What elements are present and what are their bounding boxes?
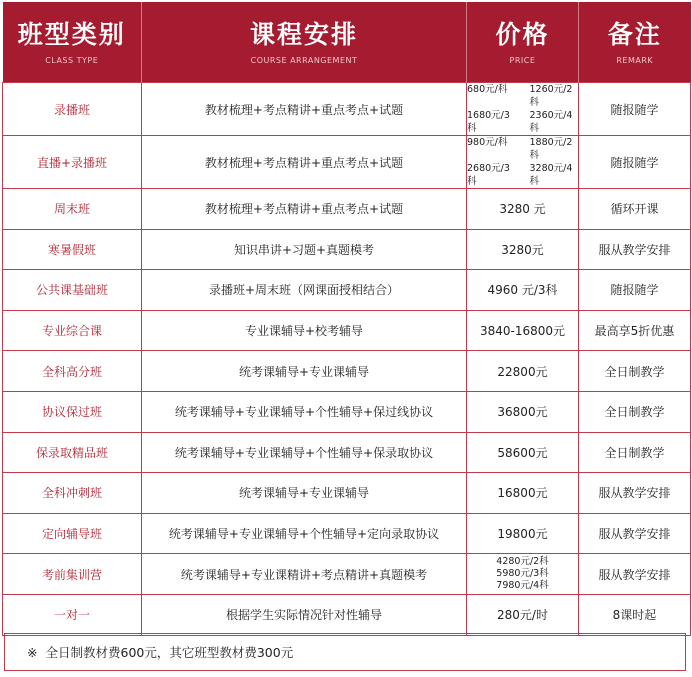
class-type-cell: 全科冲刺班 <box>3 473 142 514</box>
table-row <box>3 270 691 311</box>
class-type-cell: 专业综合课 <box>3 310 142 351</box>
table-row <box>3 594 691 635</box>
remark-cell: 全日制教学 <box>579 391 691 432</box>
header-title: 班型类别 <box>17 19 126 49</box>
schedule-cell: 教材梳理+考点精讲+重点考点+试题 <box>142 136 467 189</box>
price-cell: 3840-16800元 <box>467 310 579 351</box>
price-cell: 58600元 <box>467 432 579 473</box>
remark-cell: 服从教学安排 <box>579 554 691 595</box>
pricing-table <box>2 2 691 636</box>
schedule-cell: 统考课辅导+专业课辅导+个性辅导+定向录取协议 <box>142 513 467 554</box>
header-class-type <box>3 2 142 83</box>
price-item: 7980元/4科 <box>496 580 549 592</box>
class-type-cell: 全科高分班 <box>3 351 142 392</box>
price-cell <box>467 136 579 189</box>
price-item: 2680元/3科 <box>467 163 510 187</box>
table-row <box>3 554 691 595</box>
schedule-cell: 教材梳理+考点精讲+重点考点+试题 <box>142 83 467 136</box>
header-title: 价格 <box>495 19 550 49</box>
table-row <box>3 513 691 554</box>
remark-cell: 随报随学 <box>579 83 691 136</box>
header-subtitle: PRICE <box>509 55 536 65</box>
table-row <box>3 473 691 514</box>
reference-mark-icon: ※ <box>27 644 38 660</box>
schedule-cell: 知识串讲+习题+真题模考 <box>142 229 467 270</box>
header-subtitle: CLASS TYPE <box>45 55 99 65</box>
class-type-cell: 周末班 <box>3 189 142 230</box>
remark-cell: 循环开课 <box>579 189 691 230</box>
class-type-cell: 公共课基础班 <box>3 270 142 311</box>
schedule-cell: 统考课辅导+专业课辅导 <box>142 351 467 392</box>
class-type-cell: 录播班 <box>3 83 142 136</box>
schedule-cell: 统考课辅导+专业课辅导 <box>142 473 467 514</box>
price-item: 5980元/3科 <box>496 568 549 580</box>
price-cell <box>467 83 579 136</box>
class-type-cell: 定向辅导班 <box>3 513 142 554</box>
remark-cell: 全日制教学 <box>579 351 691 392</box>
table-row <box>3 391 691 432</box>
price-item: 2360元/4科 <box>529 110 573 134</box>
header-price <box>467 2 579 83</box>
schedule-cell: 录播班+周末班（网课面授相结合） <box>142 270 467 311</box>
table-row <box>3 136 691 189</box>
table-row <box>3 189 691 230</box>
header-remark <box>579 2 691 83</box>
table-row <box>3 432 691 473</box>
remark-cell: 服从教学安排 <box>579 513 691 554</box>
table-row <box>3 229 691 270</box>
price-cell: 16800元 <box>467 473 579 514</box>
price-item: 4280元/2科 <box>496 556 549 568</box>
header-course-arrangement <box>142 2 467 83</box>
price-grid <box>467 136 578 188</box>
table-row <box>3 310 691 351</box>
price-cell: 4960 元/3科 <box>467 270 579 311</box>
header-subtitle: REMARK <box>616 55 654 65</box>
footnote-text: 全日制教材费600元，其它班型教材费300元 <box>45 645 294 660</box>
table-row <box>3 351 691 392</box>
price-item: 1680元/3科 <box>467 110 510 134</box>
remark-cell: 8课时起 <box>579 594 691 635</box>
remark-cell: 随报随学 <box>579 270 691 311</box>
header-subtitle: COURSE ARRANGEMENT <box>250 55 358 65</box>
schedule-cell: 统考课辅导+专业课辅导+个性辅导+保录取协议 <box>142 432 467 473</box>
price-item: 3280元/4科 <box>529 163 573 187</box>
remark-cell: 服从教学安排 <box>579 229 691 270</box>
price-item: 1880元/2科 <box>529 137 573 161</box>
schedule-cell: 统考课辅导+专业课辅导+个性辅导+保过线协议 <box>142 391 467 432</box>
price-list <box>467 556 578 592</box>
price-grid <box>467 83 578 135</box>
footnote <box>4 633 686 671</box>
remark-cell: 最高享5折优惠 <box>579 310 691 351</box>
price-cell <box>467 554 579 595</box>
price-cell: 19800元 <box>467 513 579 554</box>
remark-cell: 随报随学 <box>579 136 691 189</box>
class-type-cell: 协议保过班 <box>3 391 142 432</box>
class-type-cell: 保录取精品班 <box>3 432 142 473</box>
price-item: 980元/科 <box>467 137 508 148</box>
class-type-cell: 考前集训营 <box>3 554 142 595</box>
header-title: 课程安排 <box>249 19 358 49</box>
remark-cell: 服从教学安排 <box>579 473 691 514</box>
price-cell: 3280元 <box>467 229 579 270</box>
header-row <box>3 2 691 83</box>
price-item: 1260元/2科 <box>529 84 573 108</box>
price-cell: 36800元 <box>467 391 579 432</box>
schedule-cell: 专业课辅导+校考辅导 <box>142 310 467 351</box>
price-cell: 280元/时 <box>467 594 579 635</box>
remark-cell: 全日制教学 <box>579 432 691 473</box>
schedule-cell: 根据学生实际情况针对性辅导 <box>142 594 467 635</box>
schedule-cell: 统考课辅导+专业课精讲+考点精讲+真题模考 <box>142 554 467 595</box>
price-cell: 3280 元 <box>467 189 579 230</box>
table-row <box>3 83 691 136</box>
schedule-cell: 教材梳理+考点精讲+重点考点+试题 <box>142 189 467 230</box>
class-type-cell: 寒暑假班 <box>3 229 142 270</box>
class-type-cell: 直播+录播班 <box>3 136 142 189</box>
header-title: 备注 <box>607 19 662 49</box>
price-cell: 22800元 <box>467 351 579 392</box>
price-item: 680元/科 <box>467 84 508 95</box>
class-type-cell: 一对一 <box>3 594 142 635</box>
